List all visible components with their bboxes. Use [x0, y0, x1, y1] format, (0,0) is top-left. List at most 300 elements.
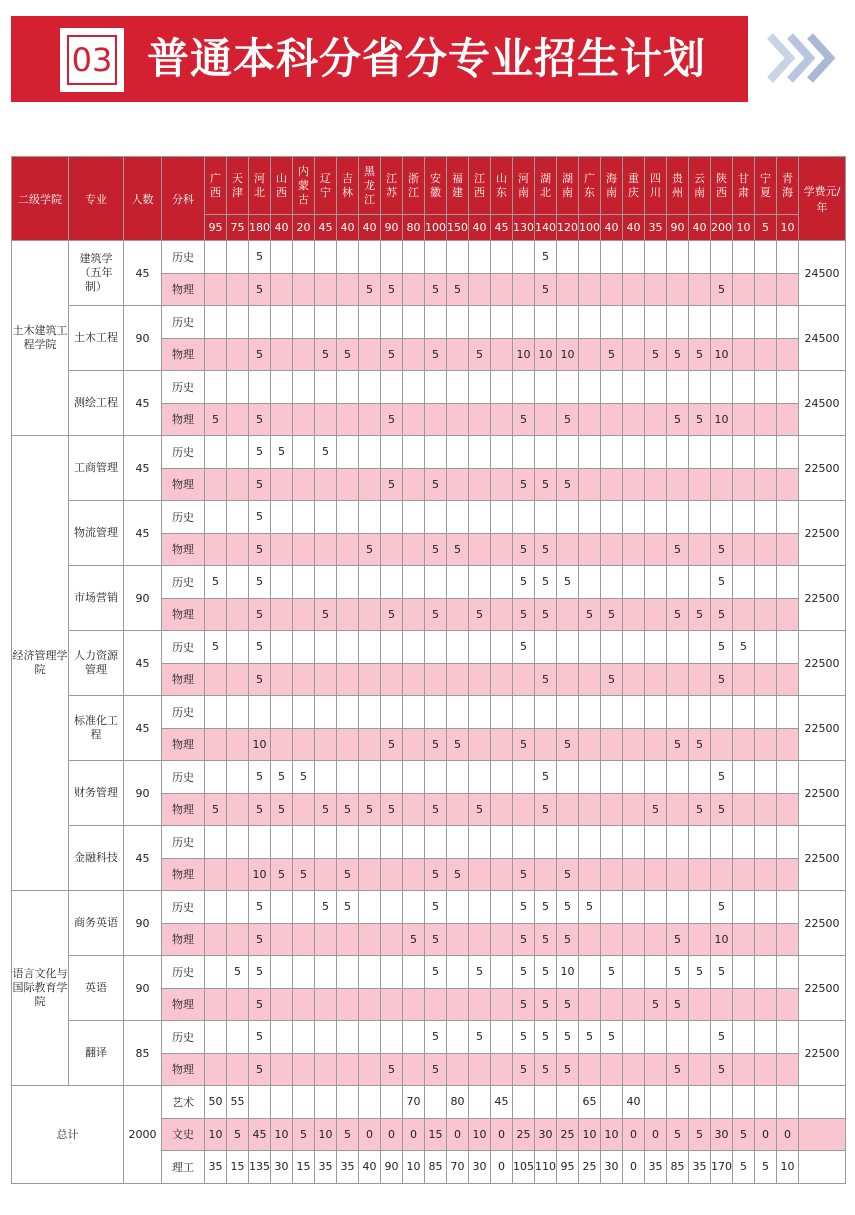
plan-cell	[205, 923, 227, 956]
fee-blank	[799, 1118, 846, 1151]
plan-cell: 5	[667, 403, 689, 436]
plan-cell	[447, 468, 469, 501]
plan-cell: 5	[535, 273, 557, 306]
plan-cell	[469, 273, 491, 306]
plan-cell	[447, 566, 469, 599]
plan-cell	[733, 533, 755, 566]
plan-cell	[293, 371, 315, 404]
major-name: 物流管理	[69, 501, 124, 566]
plan-cell	[513, 241, 535, 274]
plan-cell	[579, 468, 601, 501]
total-cell: 5	[733, 1118, 755, 1151]
plan-cell	[667, 858, 689, 891]
plan-cell: 10	[535, 338, 557, 371]
plan-cell	[469, 761, 491, 794]
subject-cell: 文史	[162, 1118, 205, 1151]
plan-cell	[755, 826, 777, 859]
plan-cell	[271, 468, 293, 501]
plan-cell	[337, 1021, 359, 1054]
plan-cell: 5	[711, 273, 733, 306]
plan-cell	[689, 371, 711, 404]
plan-cell	[513, 273, 535, 306]
plan-cell	[425, 306, 447, 339]
plan-cell	[689, 273, 711, 306]
plan-cell	[447, 956, 469, 989]
province-quota: 130	[513, 215, 535, 241]
plan-cell	[227, 501, 249, 534]
plan-cell	[645, 501, 667, 534]
plan-cell	[469, 436, 491, 469]
plan-cell	[601, 793, 623, 826]
plan-cell	[601, 761, 623, 794]
plan-cell	[271, 891, 293, 924]
total-count: 2000	[124, 1086, 162, 1184]
plan-cell: 5	[601, 956, 623, 989]
plan-cell	[469, 696, 491, 729]
province-quota: 40	[689, 215, 711, 241]
subject-cell: 物理	[162, 273, 205, 306]
total-cell: 30	[711, 1118, 733, 1151]
plan-cell	[689, 761, 711, 794]
plan-cell: 5	[425, 1053, 447, 1086]
table-row	[12, 631, 846, 664]
plan-cell	[777, 858, 799, 891]
province-quota: 200	[711, 215, 733, 241]
province-quota: 80	[403, 215, 425, 241]
plan-cell: 5	[557, 988, 579, 1021]
plan-cell	[227, 371, 249, 404]
college-name: 土木建筑工程学院	[12, 241, 69, 436]
plan-cell: 5	[359, 533, 381, 566]
plan-cell	[359, 1053, 381, 1086]
plan-cell	[381, 956, 403, 989]
plan-cell	[579, 241, 601, 274]
chevron-right-icon	[766, 28, 844, 88]
plan-cell	[755, 631, 777, 664]
plan-cell	[579, 858, 601, 891]
plan-cell	[733, 663, 755, 696]
plan-cell	[491, 273, 513, 306]
plan-cell	[293, 956, 315, 989]
plan-cell	[645, 436, 667, 469]
table-row	[12, 501, 846, 534]
province-quota: 180	[249, 215, 271, 241]
plan-cell: 5	[535, 1053, 557, 1086]
plan-cell	[293, 273, 315, 306]
plan-cell	[425, 663, 447, 696]
plan-cell	[491, 728, 513, 761]
plan-cell	[733, 1021, 755, 1054]
plan-cell: 5	[513, 923, 535, 956]
plan-cell	[403, 436, 425, 469]
province-header: 黑 龙 江	[359, 157, 381, 215]
plan-cell	[491, 533, 513, 566]
subject-cell: 历史	[162, 1021, 205, 1054]
plan-cell	[579, 1053, 601, 1086]
plan-cell	[447, 403, 469, 436]
total-cell: 15	[227, 1151, 249, 1184]
plan-cell	[205, 501, 227, 534]
plan-cell	[491, 761, 513, 794]
plan-cell: 5	[425, 793, 447, 826]
plan-cell	[205, 988, 227, 1021]
plan-cell	[689, 891, 711, 924]
plan-cell	[645, 1021, 667, 1054]
major-name: 人力资源管理	[69, 631, 124, 696]
count-header: 人数	[124, 157, 162, 241]
tuition-fee: 22500	[799, 761, 846, 826]
plan-cell	[601, 923, 623, 956]
plan-cell	[689, 436, 711, 469]
plan-cell: 5	[513, 891, 535, 924]
plan-cell	[205, 728, 227, 761]
province-header: 湖 北	[535, 157, 557, 215]
plan-cell	[337, 1053, 359, 1086]
plan-cell: 5	[249, 631, 271, 664]
plan-cell	[623, 566, 645, 599]
plan-cell	[777, 403, 799, 436]
plan-cell	[359, 468, 381, 501]
plan-cell	[777, 728, 799, 761]
province-quota: 35	[645, 215, 667, 241]
plan-cell	[469, 728, 491, 761]
plan-cell	[293, 631, 315, 664]
plan-cell	[557, 241, 579, 274]
subject-cell: 历史	[162, 956, 205, 989]
plan-cell	[579, 501, 601, 534]
plan-cell: 10	[249, 728, 271, 761]
plan-cell: 5	[425, 891, 447, 924]
plan-cell	[601, 306, 623, 339]
major-name: 测绘工程	[69, 371, 124, 436]
plan-cell	[667, 696, 689, 729]
plan-cell	[249, 696, 271, 729]
plan-cell: 5	[667, 956, 689, 989]
major-count: 45	[124, 501, 162, 566]
plan-cell	[447, 826, 469, 859]
province-header: 河 南	[513, 157, 535, 215]
plan-cell: 5	[469, 598, 491, 631]
plan-cell	[315, 923, 337, 956]
major-name: 翻译	[69, 1021, 124, 1086]
plan-cell	[381, 501, 403, 534]
plan-cell	[337, 826, 359, 859]
total-cell: 0	[359, 1118, 381, 1151]
plan-cell: 5	[535, 241, 557, 274]
total-cell	[293, 1086, 315, 1119]
plan-cell	[227, 598, 249, 631]
plan-cell	[777, 891, 799, 924]
plan-cell: 5	[271, 858, 293, 891]
subject-cell: 历史	[162, 826, 205, 859]
plan-cell	[381, 858, 403, 891]
plan-cell	[535, 306, 557, 339]
plan-cell	[491, 696, 513, 729]
plan-cell	[601, 696, 623, 729]
total-cell: 10	[601, 1118, 623, 1151]
plan-cell	[469, 241, 491, 274]
plan-cell	[249, 826, 271, 859]
plan-cell	[227, 793, 249, 826]
total-cell	[777, 1086, 799, 1119]
plan-cell	[491, 663, 513, 696]
major-header: 专业	[69, 157, 124, 241]
plan-cell	[777, 273, 799, 306]
major-name: 标准化工程	[69, 696, 124, 761]
plan-cell	[271, 631, 293, 664]
plan-cell	[447, 338, 469, 371]
plan-cell	[359, 761, 381, 794]
province-header: 河 北	[249, 157, 271, 215]
plan-cell	[447, 306, 469, 339]
plan-cell	[667, 1021, 689, 1054]
plan-cell	[359, 891, 381, 924]
plan-cell	[667, 566, 689, 599]
plan-cell	[469, 468, 491, 501]
plan-cell: 5	[535, 761, 557, 794]
plan-cell	[337, 761, 359, 794]
plan-cell: 5	[205, 793, 227, 826]
plan-cell	[447, 761, 469, 794]
plan-cell	[425, 403, 447, 436]
table-row	[12, 436, 846, 469]
plan-cell	[293, 728, 315, 761]
total-cell	[249, 1086, 271, 1119]
college-header: 二级学院	[12, 157, 69, 241]
plan-cell	[337, 533, 359, 566]
plan-cell	[623, 436, 645, 469]
major-count: 45	[124, 631, 162, 696]
plan-cell	[337, 403, 359, 436]
plan-cell	[601, 891, 623, 924]
plan-cell	[469, 403, 491, 436]
plan-cell: 5	[557, 923, 579, 956]
tuition-fee: 22500	[799, 566, 846, 631]
plan-cell	[733, 891, 755, 924]
province-header: 山 西	[271, 157, 293, 215]
plan-cell	[315, 826, 337, 859]
plan-cell	[645, 923, 667, 956]
plan-cell: 5	[249, 241, 271, 274]
plan-cell	[469, 663, 491, 696]
plan-cell	[205, 858, 227, 891]
plan-cell	[733, 598, 755, 631]
plan-cell	[623, 696, 645, 729]
plan-cell	[645, 858, 667, 891]
province-quota: 150	[447, 215, 469, 241]
plan-cell	[579, 306, 601, 339]
plan-cell	[623, 371, 645, 404]
plan-cell	[381, 826, 403, 859]
plan-cell: 5	[447, 273, 469, 306]
plan-cell: 5	[601, 663, 623, 696]
plan-cell	[579, 533, 601, 566]
plan-cell	[227, 1021, 249, 1054]
plan-cell	[535, 631, 557, 664]
plan-cell: 10	[711, 403, 733, 436]
plan-cell	[359, 403, 381, 436]
plan-cell	[381, 761, 403, 794]
plan-cell: 5	[535, 1021, 557, 1054]
plan-cell: 5	[315, 436, 337, 469]
plan-cell	[645, 956, 667, 989]
plan-cell	[469, 858, 491, 891]
province-header: 安 徽	[425, 157, 447, 215]
plan-cell: 5	[447, 533, 469, 566]
plan-cell	[359, 728, 381, 761]
plan-cell	[645, 533, 667, 566]
plan-cell	[667, 306, 689, 339]
province-header: 天 津	[227, 157, 249, 215]
plan-cell	[315, 956, 337, 989]
plan-cell: 5	[711, 793, 733, 826]
subject-cell: 历史	[162, 306, 205, 339]
plan-cell: 5	[557, 468, 579, 501]
plan-cell	[491, 858, 513, 891]
province-header: 江 苏	[381, 157, 403, 215]
plan-cell: 5	[381, 468, 403, 501]
plan-cell	[271, 1053, 293, 1086]
plan-cell	[601, 436, 623, 469]
plan-cell	[403, 1021, 425, 1054]
plan-cell	[623, 1021, 645, 1054]
plan-cell	[755, 436, 777, 469]
plan-cell: 5	[557, 1053, 579, 1086]
plan-cell	[667, 761, 689, 794]
plan-cell	[227, 858, 249, 891]
plan-cell	[227, 663, 249, 696]
plan-cell: 5	[689, 793, 711, 826]
table-row	[12, 891, 846, 924]
plan-cell	[623, 403, 645, 436]
plan-cell	[601, 241, 623, 274]
plan-cell: 5	[557, 891, 579, 924]
plan-cell	[645, 306, 667, 339]
major-count: 45	[124, 241, 162, 306]
plan-cell	[711, 241, 733, 274]
plan-cell: 5	[513, 598, 535, 631]
plan-cell	[469, 891, 491, 924]
province-header: 广 西	[205, 157, 227, 215]
major-name: 工商管理	[69, 436, 124, 501]
plan-cell	[315, 468, 337, 501]
total-cell: 0	[491, 1151, 513, 1184]
plan-cell	[513, 826, 535, 859]
total-cell	[425, 1086, 447, 1119]
plan-cell: 5	[535, 988, 557, 1021]
plan-cell: 5	[513, 1021, 535, 1054]
subject-header: 分科	[162, 157, 205, 241]
plan-cell	[491, 468, 513, 501]
plan-cell	[645, 728, 667, 761]
plan-cell	[425, 501, 447, 534]
total-cell: 55	[227, 1086, 249, 1119]
province-header: 广 东	[579, 157, 601, 215]
plan-cell	[623, 858, 645, 891]
plan-cell	[579, 923, 601, 956]
plan-cell	[381, 306, 403, 339]
plan-cell	[777, 956, 799, 989]
plan-cell	[447, 663, 469, 696]
plan-cell	[205, 1021, 227, 1054]
plan-cell: 5	[381, 403, 403, 436]
plan-cell: 5	[711, 956, 733, 989]
plan-cell	[337, 371, 359, 404]
plan-cell: 5	[249, 501, 271, 534]
plan-cell	[733, 826, 755, 859]
plan-cell	[557, 273, 579, 306]
plan-cell	[293, 696, 315, 729]
plan-cell	[623, 663, 645, 696]
plan-cell	[491, 1053, 513, 1086]
plan-cell: 5	[535, 468, 557, 501]
plan-cell: 5	[711, 566, 733, 599]
plan-cell	[777, 663, 799, 696]
plan-cell	[315, 501, 337, 534]
plan-cell: 5	[513, 988, 535, 1021]
plan-cell	[425, 371, 447, 404]
plan-cell: 5	[337, 338, 359, 371]
plan-cell: 5	[271, 793, 293, 826]
plan-cell	[293, 566, 315, 599]
plan-cell	[755, 566, 777, 599]
plan-cell	[777, 923, 799, 956]
plan-cell: 10	[711, 338, 733, 371]
major-count: 85	[124, 1021, 162, 1086]
province-quota: 100	[425, 215, 447, 241]
plan-cell	[601, 728, 623, 761]
total-cell: 10	[271, 1118, 293, 1151]
province-header: 湖 南	[557, 157, 579, 215]
plan-cell: 5	[711, 761, 733, 794]
plan-cell	[579, 403, 601, 436]
plan-cell	[205, 891, 227, 924]
plan-cell: 5	[315, 793, 337, 826]
plan-cell	[403, 728, 425, 761]
plan-cell	[249, 306, 271, 339]
plan-cell	[271, 306, 293, 339]
plan-cell	[315, 631, 337, 664]
plan-cell	[337, 436, 359, 469]
plan-cell	[601, 533, 623, 566]
province-header: 四 川	[645, 157, 667, 215]
plan-cell	[205, 533, 227, 566]
total-cell: 0	[447, 1118, 469, 1151]
plan-cell	[227, 988, 249, 1021]
plan-cell	[645, 826, 667, 859]
province-header: 陕 西	[711, 157, 733, 215]
total-cell: 30	[601, 1151, 623, 1184]
major-name: 财务管理	[69, 761, 124, 826]
plan-cell	[205, 306, 227, 339]
plan-cell	[557, 306, 579, 339]
plan-cell	[601, 273, 623, 306]
plan-cell	[447, 891, 469, 924]
plan-cell	[491, 793, 513, 826]
plan-cell: 5	[381, 273, 403, 306]
table-row	[12, 1021, 846, 1054]
province-quota: 20	[293, 215, 315, 241]
plan-cell	[645, 371, 667, 404]
fee-blank	[799, 1086, 846, 1119]
plan-cell: 5	[557, 1021, 579, 1054]
tuition-fee: 22500	[799, 956, 846, 1021]
plan-cell	[667, 663, 689, 696]
plan-cell	[601, 988, 623, 1021]
plan-cell	[557, 533, 579, 566]
plan-cell	[689, 501, 711, 534]
plan-cell	[469, 988, 491, 1021]
